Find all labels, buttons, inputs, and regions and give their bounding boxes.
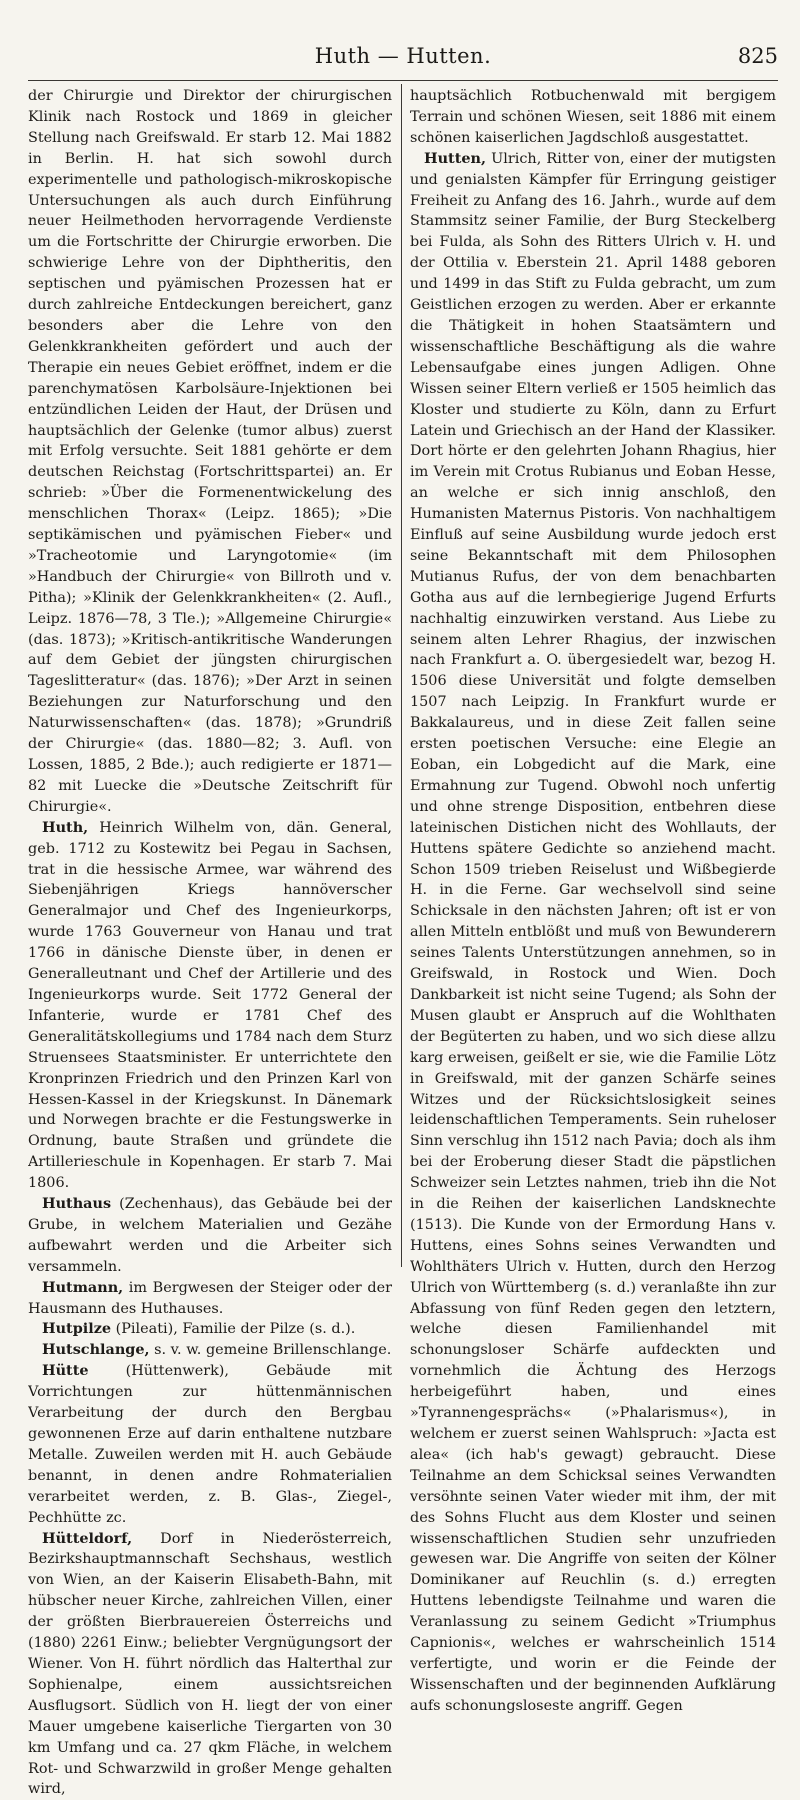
entry-body: (Pileati), Familie der Pilze (s. d.).: [111, 1321, 356, 1338]
entry-body: Dorf in Niederösterreich, Bezirkshauptmannschaft Sechshaus, westlich von Wien, an der Kaiserin Elisabeth-Bahn, mit hübscher neuer Kirche, zahlreichen Villen, einer der größten Bierbrauereien Österreichs und (1880) 2261 Einw.; beliebter Vergnügungsort der Wiener. Von H. führt nördlich das Halterthal zur Sophienalpe, einem aussichtsreichen Ausflugsort. Südlich von H. liegt der von einer Mauer umgebene kaiserliche Tiergarten von 30 km Umfang und ca. 27 qkm Fläche, in welchem Rot- und Schwarzwild in großer Menge gehalten wird,: [28, 1530, 392, 1798]
entry-head: Huth,: [42, 818, 89, 836]
entry-hutpilze: [28, 1319, 392, 1340]
column-separator: [401, 84, 402, 1267]
entry-continuation: hauptsächlich Rotbuchenwald mit bergigem Terrain und schönen Wiesen, seit 1886 mit einem schönen kaiserlichen Jagdschloß ausgestattet.: [410, 88, 776, 146]
entry-body: s. v. w. gemeine Brillenschlange.: [149, 1342, 392, 1359]
entry-hutten: [410, 149, 776, 1717]
entry-head: Hutmann,: [42, 1278, 124, 1296]
entry-body: Heinrich Wilhelm von, dän. General, geb. 1712 zu Kostewitz bei Pegau in Sachsen, trat in die hessische Armee, war während des Siebenjährigen Kriegs hannöverscher Generalmajor und Chef des Ingenieurkorps, wurde 1763 Gouverneur von Hanau und trat 1766 in dänische Dienste über, in denen er Generalleutnant und Chef der Artillerie und des Ingenieurkorps wurde. Seit 1772 General der Infanterie, wurde er 1781 Chef des Generalitätskollegiums und 1784 nach dem Sturz Struensees Staatsminister. Er unterrichtete den Kronprinzen Friedrich und den Prinzen Karl von Hessen-Kassel in der Kriegskunst. In Dänemark und Norwegen brachte er die Festungswerke in Ordnung, baute Straßen und gründete die Artillerieschule in Kopenhagen. Er starb 7. Mai 1806.: [28, 819, 392, 1192]
entry-continuation: der Chirurgie und Direktor der chirurgischen Klinik nach Rostock und 1869 in gleicher Stellung nach Greifswald. Er starb 12. Mai 1882 in Berlin. H. hat sich sowohl durch experimentelle und pathologisch-mikroskopische Untersuchungen als auch durch Einführung neuer Heilmethoden hervorragende Verdienste um die Fortschritte der Chirurgie erworben. Die schwierige Lehre von der Diphtheritis, den septischen und pyämischen Prozessen hat er durch zahlreiche Entdeckungen bereichert, ganz besonders aber die Lehre von den Gelenkkrankheiten gefördert und auch der Therapie ein neues Gebiet eröffnet, indem er die parenchymatösen Karbolsäure-Injektionen bei entzündlichen Leiden der Haut, der Drüsen und hauptsächlich der Gelenke (tumor albus) zuerst mit Erfolg versuchte. Seit 1881 gehörte er dem deutschen Reichstag (Fortschrittspartei) an. Er schrieb: »Über die Formenentwickelung des menschlichen Thorax« (Leipz. 1865); »Die septikämischen und pyämischen Fieber« und »Tracheotomie und Laryngotomie« (im »Handbuch der Chirurgie« von Billroth und v. Pitha); »Klinik der Gelenkkrankheiten« (2. Aufl., Leipz. 1876—78, 3 Tle.); »Allgemeine Chirurgie« (das. 1873); »Kritisch-antikritische Wanderungen auf dem Gebiet der jüngsten chirurgischen Tageslitteratur« (das. 1876); »Der Arzt in seinen Beziehungen zur Naturforschung und den Naturwissenschaften« (das. 1878); »Grundriß der Chirurgie« (das. 1880—82; 3. Aufl. von Lossen, 1885, 2 Bde.); auch redigierte er 1871—82 mit Luecke die »Deutsche Zeitschrift für Chirurgie«.: [28, 88, 392, 815]
entry-huetteldorf: [28, 1529, 392, 1800]
running-title: Huth — Hutten.: [314, 44, 492, 68]
header-rule: [28, 80, 778, 81]
entry-head: Hutschlange,: [42, 1341, 150, 1359]
left-column: [28, 86, 392, 1800]
entry-head: Hütteldorf,: [42, 1529, 133, 1547]
entry-body: (Hüttenwerk), Gebäude mit Vorrichtungen zur hüttenmännischen Verarbeitung der durch den Bergbau gewonnenen Erze auf darin enthaltene nutzbare Metalle. Zuweilen werden mit H. auch Gebäude benannt, in denen andre Rohmaterialien verarbeitet werden, z. B. Glas-, Ziegel-, Pechhütte zc.: [28, 1363, 392, 1526]
entry-head: Hutten,: [424, 149, 486, 167]
entry-huthaus: [28, 1194, 392, 1278]
right-column: [410, 86, 776, 1717]
entry-head: Huthaus: [42, 1195, 112, 1213]
entry-head: Hutpilze: [42, 1320, 112, 1338]
page-number: 825: [737, 44, 778, 68]
entry-body: (Zechenhaus), das Gebäude bei der Grube, in welchem Materialien und Gezähe aufbewahrt werden und die Arbeiter sich versammeln.: [28, 1196, 392, 1275]
entry-hutmann: [28, 1278, 392, 1320]
entry-head: Hütte: [42, 1362, 89, 1380]
entry-hutschlange: [28, 1340, 392, 1361]
entry-body: Ulrich, Ritter von, einer der mutigsten und genialsten Kämpfer für Erringung geistiger Freiheit zu Anfang des 16. Jahrh., wurde auf dem Stammsitz seiner Familie, der Burg Steckelberg bei Fulda, als Sohn des Ritters Ulrich v. H. und der Ottilia v. Eberstein 21. April 1488 geboren und 1499 in das Stift zu Fulda gebracht, um zum Geistlichen erzogen zu werden. Aber er erkannte die Thätigkeit in hohen Staatsämtern und wissenschaftliche Beschäftigung als die wahre Lebensaufgabe eines jungen Adligen. Ohne Wissen seiner Eltern verließ er 1505 heimlich das Kloster und studierte zu Köln, dann zu Erfurt Latein und Griechisch an der Hand der Klassiker. Dort hörte er den gelehrten Johann Rhagius, hier im Verein mit Crotus Rubianus und Eoban Hesse, an welche er sich innig anschloß, den Humanisten Maternus Pistoris. Von nachhaltigem Einfluß auf seine Ausbildung wurde jedoch erst seine Bekanntschaft mit dem Philosophen Mutianus Rufus, der von dem benachbarten Gotha aus auf die lernbegierige Jugend Erfurts nachhaltig einzuwirken verstand. Aus Liebe zu seinem alten Lehrer Rhagius, der inzwischen nach Frankfurt a. O. übergesiedelt war, bezog H. 1506 diese Universität und folgte demselben 1507 nach Leipzig. In Frankfurt wurde er Bakkalaureus, und in diese Zeit fallen seine ersten poetischen Versuche: eine Elegie an Eoban, ein Lobgedicht auf die Mark, eine Ermahnung zur Tugend. Obwohl noch unfertig und ohne strenge Disposition, entbehren diese lateinischen Distichen nicht des Wohllauts, der Huttens spätere Gedichte so anziehend macht. Schon 1509 trieben Reiselust und Wißbegierde H. in die Ferne. Gar wechselvoll sind seine Schicksale in den nächsten Jahren; oft ist er von allen Mitteln entblößt und muß von Bewunderern seines Talents Unterstützungen annehmen, so in Greifswald, in Rostock und Wien. Doch Dankbarkeit ist nicht seine Tugend; als Sohn der Musen glaubt er Anspruch auf die Wohlthaten der Begüterten zu haben, und wo sich diese allzu karg erweisen, geißelt er sie, wie die Familie Lötz in Greifswald, mit der ganzen Schärfe seines Witzes und der Rücksichtslosigkeit seines leidenschaftlichen Temperaments. Sein ruheloser Sinn verschlug ihn 1512 nach Pavia; doch als ihm bei der Eroberung dieser Stadt die päpstlichen Schweizer sein Letztes nahmen, trieb ihn die Not in die Reihen der kaiserlichen Landsknechte (1513). Die Kunde von der Ermordung Hans v. Huttens, eines Sohns seines Verwandten und Wohlthäters Ulrich v. Hutten, durch den Herzog Ulrich von Württemberg (s. d.) veranlaßte ihn zur Abfassung von fünf Reden gegen den letztern, welche diesen Familienhandel mit schonungsloser Schärfe aufdeckten und vornehmlich die Ächtung des Herzogs herbeigeführt haben, und eines »Tyrannengesprächs« (»Phalarismus«), in welchem er zuerst seinen Wahlspruch: »Jacta est alea« (ich hab's gewagt) gebraucht. Diese Teilnahme an dem Schicksal seines Verwandten versöhnte seinen Vater wieder mit ihm, der mit des Sohns Flucht aus dem Kloster und seinen wissenschaftlichen Studien sehr unzufrieden gewesen war. Die Angriffe von seiten der Kölner Dominikaner auf Reuchlin (s. d.) erregten Huttens lebendigste Teilnahme und waren die Veranlassung zu seinem Gedicht »Triumphus Capnionis«, welches er wahrscheinlich 1514 verfertigte, und worin er die Feinde der Wissenschaften und der beginnenden Aufklärung aufs schonungsloseste angriff. Gegen: [410, 150, 776, 1714]
entry-huette: [28, 1361, 392, 1528]
page-header: [28, 40, 778, 74]
entry-huth: [28, 818, 392, 1194]
entry-body: im Bergwesen der Steiger oder der Hausmann des Huthauses.: [28, 1279, 392, 1317]
